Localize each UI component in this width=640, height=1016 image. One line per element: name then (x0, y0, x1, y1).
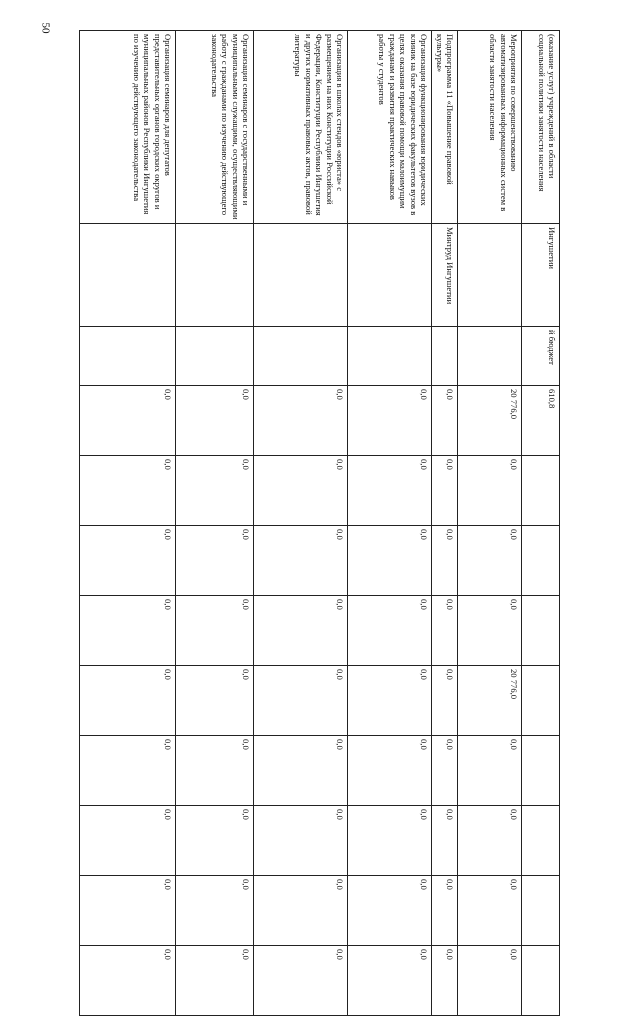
budget-table-body (80, 31, 560, 1016)
row-value: 0,0 (348, 596, 432, 666)
row-value: 0,0 (254, 736, 348, 806)
row-value: 0,0 (80, 456, 176, 526)
row-value: 0,0 (80, 806, 176, 876)
row-value (522, 806, 560, 876)
row-value: 0,0 (254, 666, 348, 736)
row-description: Организация семинаров для депутатов представительных органов городских округов и муниципальных районов Республики Ингушетия по изучению действующего законодательства (80, 31, 176, 224)
row-value: 0,0 (254, 946, 348, 1016)
row-value: 0,0 (80, 596, 176, 666)
row-value: 0,0 (458, 946, 522, 1016)
row-value: 0,0 (348, 876, 432, 946)
row-value (522, 876, 560, 946)
table-row (432, 31, 458, 1016)
row-value: 0,0 (458, 736, 522, 806)
row-value: 0,0 (348, 456, 432, 526)
row-value: 0,0 (254, 526, 348, 596)
row-funding-source (176, 327, 254, 386)
row-value: 20 776,0 (458, 386, 522, 456)
row-value: 0,0 (348, 736, 432, 806)
row-funding-source (432, 327, 458, 386)
row-value: 0,0 (254, 596, 348, 666)
row-executor: Минтруд Ингушетии (432, 224, 458, 327)
rotated-table-wrapper (80, 30, 560, 960)
row-value: 0,0 (348, 946, 432, 1016)
row-value: 0,0 (254, 456, 348, 526)
row-value: 0,0 (176, 386, 254, 456)
row-value: 0,0 (458, 806, 522, 876)
row-value: 0,0 (176, 876, 254, 946)
row-value: 0,0 (432, 456, 458, 526)
row-value: 0,0 (432, 526, 458, 596)
table-row (176, 31, 254, 1016)
row-value: 0,0 (176, 666, 254, 736)
row-value: 0,0 (432, 876, 458, 946)
row-value: 0,0 (254, 876, 348, 946)
row-value: 0,0 (458, 526, 522, 596)
table-row (458, 31, 522, 1016)
row-description: Организация функционирования юридических клиник на базе юридических факультетов вузов в целях оказания правовой помощи малоимущим гражданам и развития практических навыков работы у студентов (348, 31, 432, 224)
row-funding-source (254, 327, 348, 386)
row-value: 0,0 (254, 386, 348, 456)
row-executor (176, 224, 254, 327)
row-value: 20 776,0 (458, 666, 522, 736)
row-value: 0,0 (80, 946, 176, 1016)
row-value: 0,0 (432, 946, 458, 1016)
row-value: 610,8 (522, 386, 560, 456)
table-row (348, 31, 432, 1016)
row-value: 0,0 (176, 806, 254, 876)
row-value: 0,0 (80, 386, 176, 456)
table-row (80, 31, 176, 1016)
row-description: Подпрограмма 11 «Повышение правовой культуры» (432, 31, 458, 224)
row-value: 0,0 (432, 806, 458, 876)
row-value: 0,0 (80, 666, 176, 736)
row-value: 0,0 (176, 456, 254, 526)
table-row (522, 31, 560, 1016)
budget-table (79, 30, 560, 1016)
row-value: 0,0 (348, 806, 432, 876)
row-executor: Ингушетии (522, 224, 560, 327)
row-funding-source (348, 327, 432, 386)
row-value: 0,0 (80, 876, 176, 946)
row-value: 0,0 (176, 946, 254, 1016)
row-value: 0,0 (348, 526, 432, 596)
row-description: Мероприятия по совершенствованию автоматизированных информационных систем в области занятости населения (458, 31, 522, 224)
row-value: 0,0 (432, 666, 458, 736)
row-value: 0,0 (458, 876, 522, 946)
row-value (522, 736, 560, 806)
row-executor (80, 224, 176, 327)
row-value: 0,0 (80, 526, 176, 596)
row-value: 0,0 (254, 806, 348, 876)
row-value: 0,0 (458, 596, 522, 666)
row-value: 0,0 (176, 526, 254, 596)
row-description: (оказание услуг) учреждений в области социальной политики занятости населения (522, 31, 560, 224)
row-value (522, 456, 560, 526)
row-value: 0,0 (348, 666, 432, 736)
row-description: Организация семинаров с государственными и муниципальными служащими, осуществляющими работу с гражданами по изучению действующего законодательства (176, 31, 254, 224)
row-value: 0,0 (458, 456, 522, 526)
row-funding-source (80, 327, 176, 386)
page-number: 50 (39, 22, 52, 34)
row-value (522, 596, 560, 666)
row-funding-source: й бюджет (522, 327, 560, 386)
row-value (522, 526, 560, 596)
row-value: 0,0 (80, 736, 176, 806)
row-executor (458, 224, 522, 327)
row-value: 0,0 (432, 736, 458, 806)
row-value: 0,0 (432, 386, 458, 456)
row-value (522, 666, 560, 736)
row-value: 0,0 (176, 596, 254, 666)
row-value: 0,0 (348, 386, 432, 456)
row-funding-source (458, 327, 522, 386)
table-row (254, 31, 348, 1016)
row-value (522, 946, 560, 1016)
row-value: 0,0 (432, 596, 458, 666)
row-executor (348, 224, 432, 327)
row-executor (254, 224, 348, 327)
row-value: 0,0 (176, 736, 254, 806)
row-description: Организация в школах стендов «юриста» с размещением на них Конституции Российской Федерации, Конституции Республики Ингушетия и других нормативных правовых актов, правовой литературы (254, 31, 348, 224)
